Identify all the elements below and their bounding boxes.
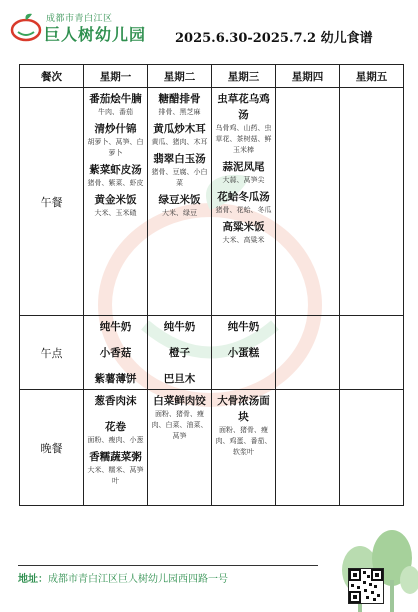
dinner-friday-cell: [340, 390, 404, 506]
address-label: 地址：: [18, 574, 48, 585]
dish-ingredients: 猪骨、紫菜、虾皮: [87, 179, 144, 187]
dinner-monday-cell: [84, 390, 148, 506]
weekly-menu-table: [19, 64, 404, 506]
logo-school-name: 巨人树幼儿园: [44, 25, 147, 44]
dish-name: 黄瓜炒木耳: [153, 123, 206, 135]
dish-name: 花卷: [105, 421, 126, 433]
lunch-monday-cell: [84, 88, 148, 316]
dish-name: 花蛤冬瓜汤: [217, 191, 270, 203]
dish-ingredients: 牛肉、番茄: [98, 108, 133, 116]
dinner-tuesday-cell: [148, 390, 212, 506]
dish-name: 糖醋排骨: [158, 93, 201, 105]
dish-name: 清炒什锦: [94, 123, 137, 135]
dish-name: 虫草花乌鸡汤: [217, 93, 270, 121]
apple-logo-icon: [10, 12, 42, 42]
header-monday: 星期一: [84, 65, 148, 88]
meal-label: 晚餐: [20, 390, 84, 506]
dish-ingredients: 大米、糯米、莴笋叶: [87, 466, 144, 485]
header-tuesday: 星期二: [148, 65, 212, 88]
header-friday: 星期五: [340, 65, 404, 88]
dish-name: 纯牛奶: [227, 321, 260, 333]
dish-name: 大骨浓汤面块: [217, 395, 270, 423]
dinner-thursday-cell: [276, 390, 340, 506]
school-logo: [10, 8, 150, 44]
dish-name: 纯牛奶: [163, 321, 196, 333]
qr-code-icon: [348, 568, 384, 604]
dish-ingredients: 乌骨鸡、山药、虫草花、茶树菇、鲜玉米棒: [215, 124, 272, 154]
table-row-lunch: [20, 88, 404, 316]
dish-name: 小香菇: [99, 347, 132, 359]
lunch-tuesday-cell: [148, 88, 212, 316]
dish-ingredients: 面粉、猪骨、瘦肉、白菜、油菜、莴笋: [151, 410, 208, 440]
lunch-thursday-cell: [276, 88, 340, 316]
dish-ingredients: 大蒜、莴笋尖: [222, 176, 265, 184]
address-text: 成都市青白江区巨人树幼儿园西四路一号: [48, 574, 228, 585]
dish-name: 小蛋糕: [227, 347, 260, 359]
dish-name: 翡翠白玉汤: [153, 153, 206, 165]
dish-name: 绿豆米饭: [158, 194, 201, 206]
dish-ingredients: 排骨、黑芝麻: [158, 108, 201, 116]
dish-name: 纯牛奶: [99, 321, 132, 333]
dish-ingredients: 黄瓜、猪肉、木耳: [151, 138, 208, 146]
meal-label: 午餐: [20, 88, 84, 316]
dish-name: 紫薯薄饼: [94, 373, 137, 385]
lunch-friday-cell: [340, 88, 404, 316]
dish-name: 巴旦木: [163, 373, 196, 385]
snack-friday-cell: [340, 316, 404, 390]
dish-ingredients: 猪骨、花蛤、冬瓜: [215, 206, 272, 214]
page-title: 2025.6.30-2025.7.2 幼儿食谱: [175, 31, 373, 46]
snack-wednesday-cell: [212, 316, 276, 390]
dish-name: 香糯蔬菜粥: [89, 451, 142, 463]
table-row-snack: [20, 316, 404, 390]
dish-name: 白菜鲜肉饺: [153, 395, 206, 407]
dish-ingredients: 猪骨、豆腐、小白菜: [151, 168, 208, 187]
dish-ingredients: 面粉、瘦肉、小葱: [87, 436, 144, 444]
school-address: [18, 570, 228, 585]
dinner-wednesday-cell: [212, 390, 276, 506]
logo-district-text: 成都市青白江区: [46, 14, 113, 24]
footer-divider: [18, 565, 318, 566]
dish-name: 橙子: [169, 347, 190, 359]
snack-thursday-cell: [276, 316, 340, 390]
dish-name: 紫菜虾皮汤: [89, 164, 142, 176]
meal-label: 午点: [20, 316, 84, 390]
dish-ingredients: 大米、高粱米: [222, 236, 265, 244]
header-meal: 餐次: [20, 65, 84, 88]
snack-tuesday-cell: [148, 316, 212, 390]
dish-ingredients: 大米、绿豆: [162, 209, 197, 217]
dish-name: 番茄烩牛腩: [89, 93, 142, 105]
header-wednesday: 星期三: [212, 65, 276, 88]
snack-monday-cell: [84, 316, 148, 390]
lunch-wednesday-cell: [212, 88, 276, 316]
dish-ingredients: 大米、玉米碴: [94, 209, 137, 217]
dish-name: 蒜泥凤尾: [222, 161, 265, 173]
dish-ingredients: 胡萝卜、莴笋、白萝卜: [87, 138, 144, 157]
table-row-dinner: [20, 390, 404, 506]
header-thursday: 星期四: [276, 65, 340, 88]
dish-ingredients: 面粉、猪骨、瘦肉、鸡蛋、番茄、软浆叶: [215, 426, 272, 456]
dish-name: 黄金米饭: [94, 194, 137, 206]
dish-name: 高粱米饭: [222, 221, 265, 233]
table-header-row: [20, 65, 404, 88]
dish-name: 葱香肉沫: [94, 395, 137, 407]
